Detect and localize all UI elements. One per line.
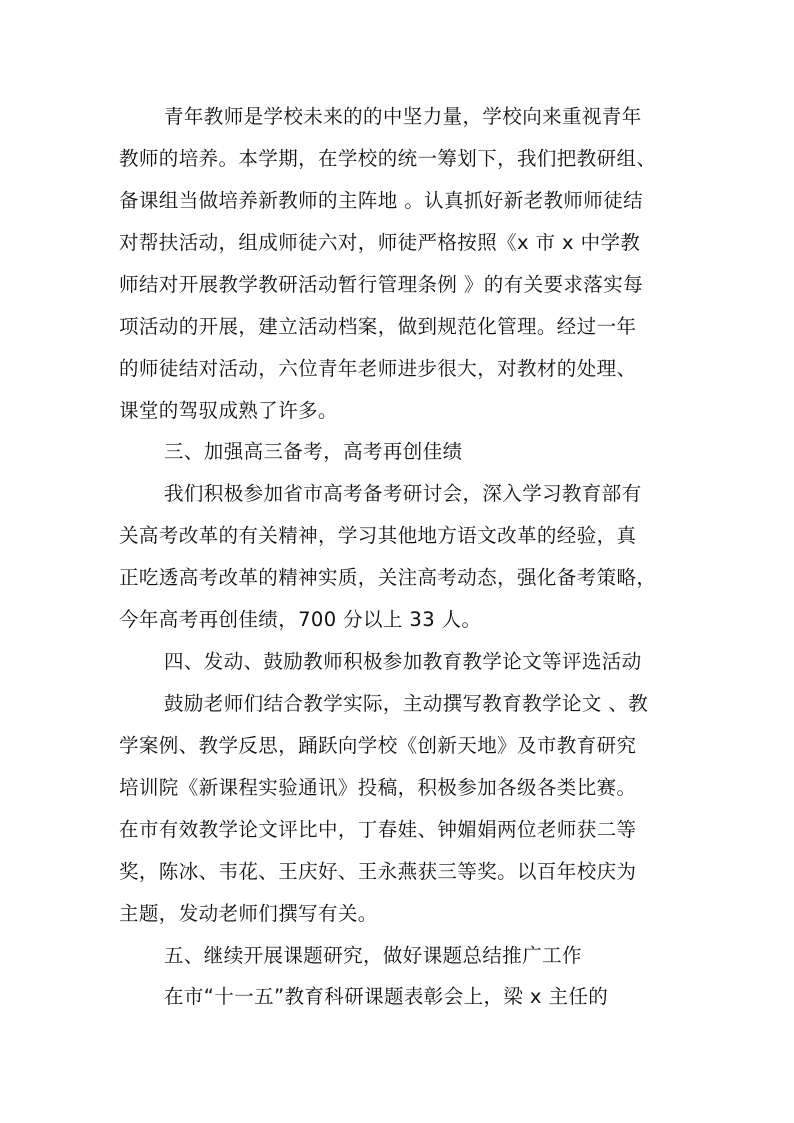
text-line: 师结对开展教学教研活动暂行管理条例 》的有关要求落实每 [119,273,643,296]
text-line: 鼓励老师们结合教学实际，主动撰写教育教学论文 、教 [164,692,649,715]
text-line: 学案例、教学反思，踊跃向学校《创新天地》及市教育研究 [119,734,637,757]
text-line: 正吃透高考改革的精神实质，关注高考动态，强化备考策略， [119,566,657,589]
text-line: 教师的培养。本学期，在学校的统一筹划下，我们把教研组、 [119,147,657,170]
text-line: 今年高考再创佳绩，700 分以上 33 人。 [119,608,482,631]
text-line: 对帮扶活动，组成师徒六对，师徒严格按照《x 市 x 中学教 [119,231,641,254]
section-heading: 五、继续开展课题研究，做好课题总结推广工作 [164,944,582,967]
text-line: 关高考改革的有关精神，学习其他地方语文改革的经验，真 [119,524,637,547]
text-line: 奖，陈冰、韦花、王庆好、王永燕获三等奖。以百年校庆为 [119,860,637,883]
text-line: 的师徒结对活动，六位青年老师进步很大，对教材的处理、 [119,357,637,380]
text-line: 我们积极参加省市高考备考研讨会，深入学习教育部有 [164,482,642,505]
text-line: 培训院《新课程实验通讯》投稿，积极参加各级各类比赛。 [119,776,637,799]
section-heading: 三、加强高三备考，高考再创佳绩 [164,440,463,463]
text-line: 在市“十一五”教育科研课题表彰会上，梁 x 主任的 [164,985,609,1008]
text-line: 在市有效教学论文评比中，丁春娃、钟媚娟两位老师获二等 [119,818,637,841]
text-line: 备课组当做培养新教师的主阵地 。认真抓好新老教师师徒结 [119,189,643,212]
section-heading: 四、发动、鼓励教师积极参加教育教学论文等评选活动 [164,650,642,673]
text-line: 课堂的驾驭成熟了许多。 [119,399,338,422]
text-line: 主题，发动老师们撰写有关。 [119,902,378,925]
text-line: 项活动的开展，建立活动档案，做到规范化管理。经过一年 [119,315,637,338]
text-line: 青年教师是学校未来的的中坚力量，学校向来重视青年 [164,105,642,128]
